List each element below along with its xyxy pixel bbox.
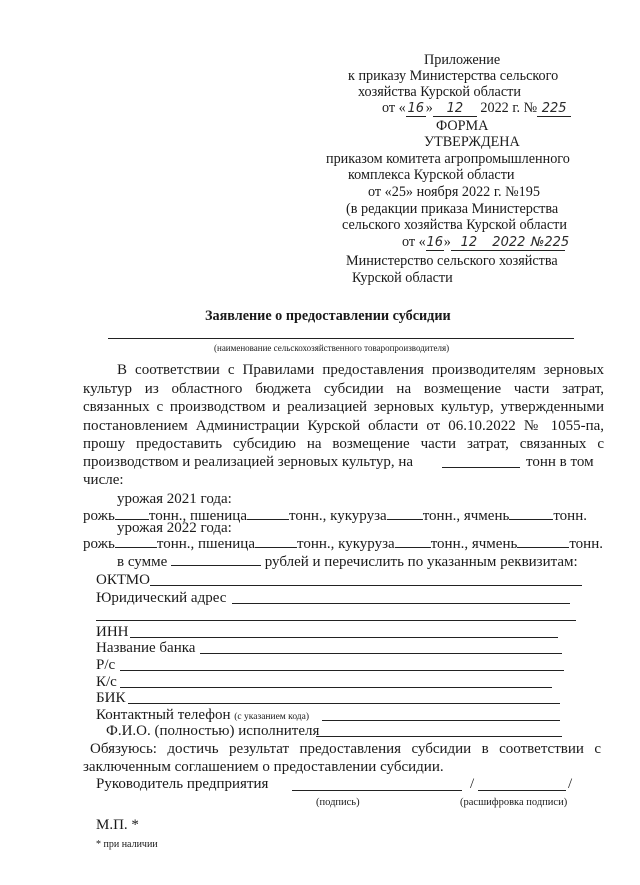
- harvest-2022-label: урожая 2022 года:: [117, 520, 232, 536]
- body-line: связанных с производством и реализацией зерновых культур, утвержденными: [83, 399, 604, 415]
- bik-label: БИК: [96, 690, 126, 706]
- bank-label: Название банка: [96, 640, 196, 656]
- harvest-2021-row: рожь тонн., пшеница тонн., кукуруза тонн., ячмень тонн.: [83, 508, 587, 524]
- commitment-line: Обязуюсь: достичь результат предоставления субсидии в соответствии с: [90, 741, 601, 757]
- handwritten-day: 16: [426, 235, 444, 250]
- oktmo-label: ОКТМО: [96, 572, 150, 588]
- commitment-line: заключенным соглашением о предоставлении субсидии.: [83, 759, 444, 775]
- body-line: прошу предоставить субсидию на возмещение части затрат, связанных с: [83, 436, 604, 452]
- body-line: производством и реализацией зерновых культур, на: [83, 454, 414, 470]
- slash: /: [470, 776, 475, 792]
- document-title: Заявление о предоставлении субсидии: [205, 308, 451, 324]
- header-line: Приложение: [424, 52, 501, 68]
- stamp-label: М.П. *: [96, 817, 139, 833]
- harvest-2022-row: рожь тонн., пшеница тонн., кукуруза тонн., ячмень тонн.: [83, 536, 603, 552]
- bank-field: [200, 653, 562, 654]
- header-line: сельского хозяйства Курской области: [342, 217, 567, 233]
- header-line: хозяйства Курской области: [358, 84, 521, 100]
- handwritten-number: №225: [530, 235, 570, 250]
- executor-label: Ф.И.О. (полностью) исполнителя: [106, 723, 320, 739]
- header-line: (в редакции приказа Министерства: [346, 201, 559, 217]
- ks-label: К/с: [96, 674, 117, 690]
- total-tons-blank: [442, 467, 520, 468]
- phone-field: [322, 720, 560, 721]
- ks-field: [120, 687, 552, 688]
- inn-field: [130, 637, 558, 638]
- harvest-2021-label: урожая 2021 года:: [117, 491, 232, 507]
- address-label: Юридический адрес: [96, 590, 227, 606]
- producer-caption: (наименование сельскохозяйственного товаропроизводителя): [214, 343, 450, 353]
- handwritten-day: 16: [407, 101, 425, 116]
- head-label: Руководитель предприятия: [96, 776, 269, 792]
- edition-date-line: от «16» 12 2022 №225: [402, 234, 570, 250]
- body-line: культур из областного бюджета субсидии на возмещение части затрат,: [83, 381, 604, 397]
- producer-name-line: [108, 338, 574, 339]
- header-line: Министерство сельского хозяйства: [346, 253, 558, 269]
- order-date-line: от « 16 » 12 2022 г. № 225: [382, 100, 571, 117]
- body-line: числе:: [83, 472, 124, 488]
- header-line: комплекса Курской области: [348, 167, 515, 183]
- handwritten-month: 12: [433, 101, 477, 117]
- phone-label: Контактный телефон (с указанием кода): [96, 707, 310, 723]
- body-line: В соответствии с Правилами предоставления производителям зерновых: [117, 362, 604, 378]
- footnote: * при наличии: [96, 839, 158, 850]
- handwritten-number: 225: [537, 101, 571, 117]
- signature-caption: (подпись): [316, 797, 360, 808]
- header-line: к приказу Министерства сельского: [348, 68, 559, 84]
- inn-label: ИНН: [96, 624, 129, 640]
- body-line: тонн в том: [526, 454, 594, 470]
- form-label: ФОРМА: [436, 118, 489, 134]
- header-line: Курской области: [352, 270, 453, 286]
- header-line: от «25» ноября 2022 г. №195: [368, 184, 540, 200]
- rs-label: Р/с: [96, 657, 116, 673]
- rs-field: [120, 670, 564, 671]
- address-field: [232, 603, 570, 604]
- handwritten-year: 2022: [487, 235, 531, 251]
- header-line: приказом комитета агропромышленного: [326, 151, 570, 167]
- address-field-line2: [96, 620, 576, 621]
- slash: /: [568, 776, 573, 792]
- signature-field: [292, 790, 462, 791]
- sum-line: в сумме рублей и перечислить по указанным реквизитам:: [117, 554, 578, 570]
- bik-field: [128, 703, 560, 704]
- handwritten-month: 12: [451, 235, 487, 251]
- oktmo-field: [150, 585, 582, 586]
- signature-decode-field: [478, 790, 566, 791]
- body-line: постановлением Администрации Курской области от 06.10.2022 № 1055-па,: [83, 418, 604, 434]
- approved-label: УТВЕРЖДЕНА: [424, 134, 520, 150]
- executor-field: [316, 736, 562, 737]
- decode-caption: (расшифровка подписи): [460, 797, 568, 808]
